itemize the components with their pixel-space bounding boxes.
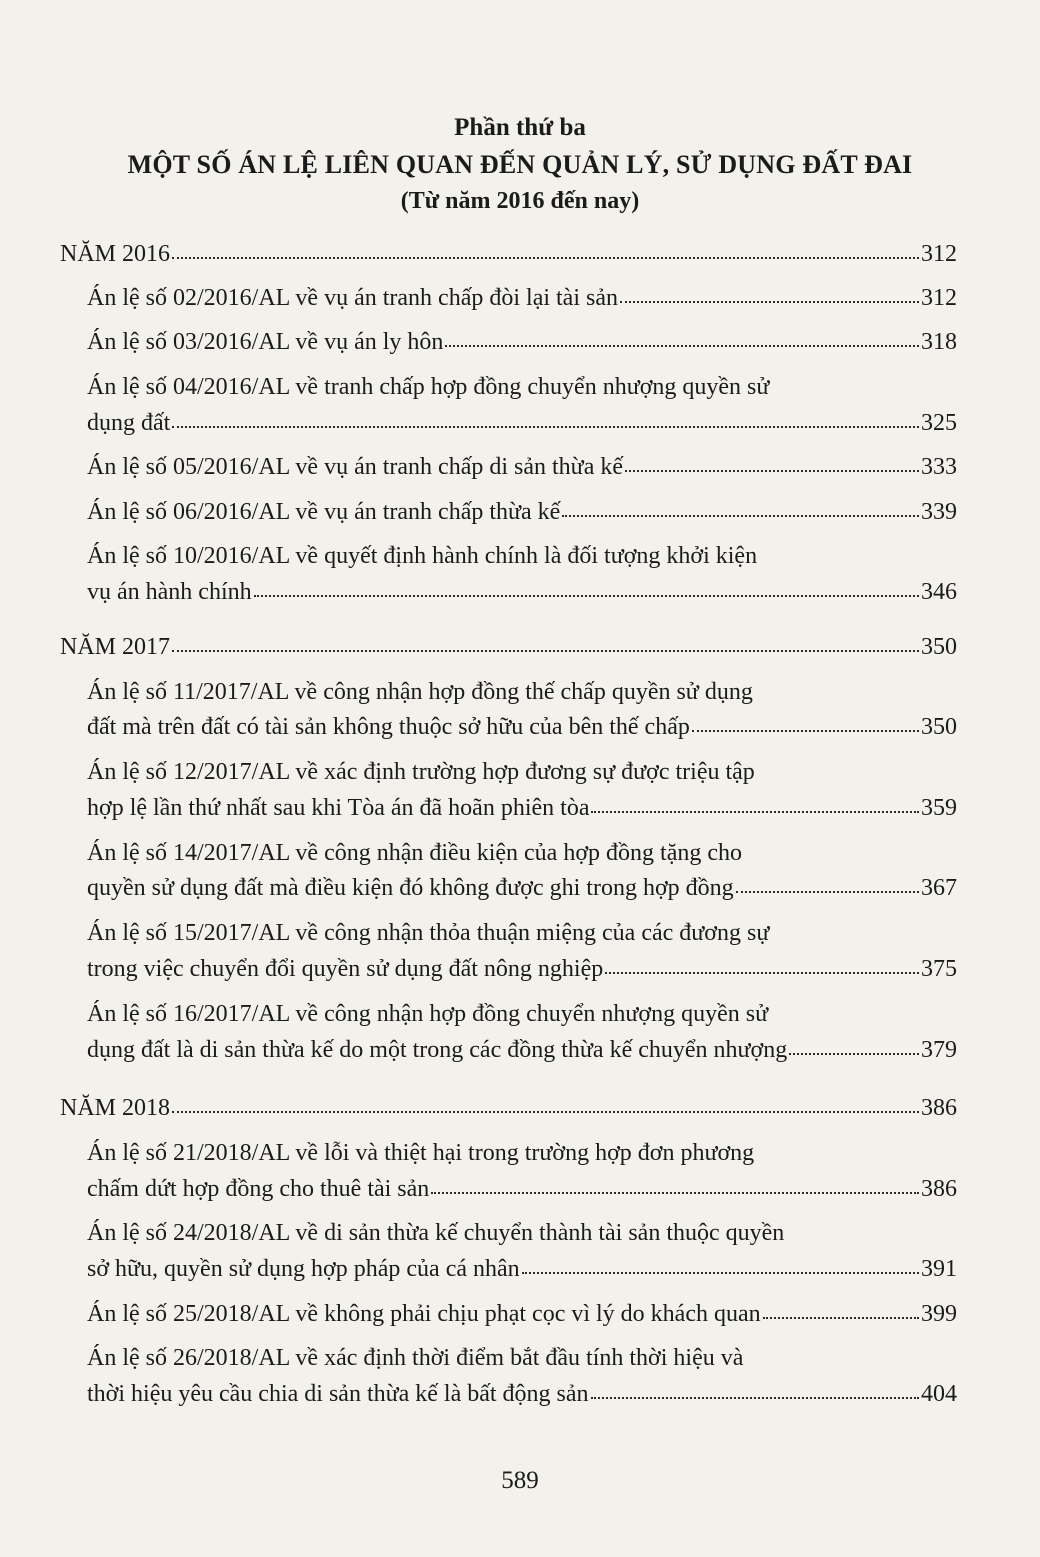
toc-entry-title-line1[interactable]: Án lệ số 04/2016/AL về tranh chấp hợp đồng chuyển nhượng quyền sử — [87, 374, 770, 400]
leader-dots — [254, 581, 919, 597]
leader-dots — [763, 1303, 919, 1319]
toc-page-number: 379 — [921, 1037, 957, 1063]
toc-entry-title-line1[interactable]: Án lệ số 10/2016/AL về quyết định hành chính là đối tượng khởi kiện — [87, 543, 758, 569]
leader-dots — [172, 412, 919, 428]
toc-entry-title-line2: dụng đất là di sản thừa kế do một trong các đồng thừa kế chuyển nhượng — [87, 1037, 788, 1063]
toc-page-number: 375 — [921, 956, 957, 982]
toc-page-number: 391 — [921, 1256, 957, 1282]
leader-dots — [431, 1178, 919, 1194]
leader-dots — [605, 958, 919, 974]
toc-entry-title-line2: trong việc chuyển đổi quyền sử dụng đất nông nghiệp — [87, 956, 604, 982]
toc-entry-title-line1[interactable]: Án lệ số 12/2017/AL về xác định trường hợp đương sự được triệu tập — [87, 759, 755, 785]
toc-page-number: 325 — [921, 410, 957, 436]
toc-entry[interactable] — [87, 875, 957, 907]
toc-page-number: 312 — [921, 241, 957, 267]
toc-entry[interactable] — [87, 714, 957, 746]
toc-entry[interactable] — [87, 579, 957, 611]
toc-entry[interactable] — [87, 795, 957, 827]
toc-entry-title-line2: sở hữu, quyền sử dụng hợp pháp của cá nhân — [87, 1256, 520, 1282]
toc-entry-title-line2: dụng đất — [87, 410, 171, 436]
toc-page-number: 350 — [921, 714, 957, 740]
leader-dots — [562, 501, 919, 517]
toc-page-number: 404 — [921, 1381, 957, 1407]
leader-dots — [591, 797, 919, 813]
section-title: MỘT SỐ ÁN LỆ LIÊN QUAN ĐẾN QUẢN LÝ, SỬ DỤNG ĐẤT ĐAI — [127, 150, 913, 179]
toc-entry-title: Án lệ số 03/2016/AL về vụ án ly hôn — [87, 329, 444, 355]
leader-dots — [445, 331, 919, 347]
toc-year-2018[interactable] — [60, 1095, 957, 1127]
toc-entry[interactable] — [87, 1037, 957, 1069]
toc-entry-title: Án lệ số 25/2018/AL về không phải chịu phạt cọc vì lý do khách quan — [87, 1301, 761, 1327]
leader-dots — [522, 1258, 919, 1274]
toc-entry[interactable] — [87, 1256, 957, 1288]
toc-entry[interactable] — [87, 410, 957, 442]
toc-entry-title-line2: đất mà trên đất có tài sản không thuộc sở hữu của bên thế chấp — [87, 714, 690, 740]
toc-entry[interactable] — [87, 285, 957, 317]
toc-page-number: 386 — [921, 1176, 957, 1202]
toc-page-number: 367 — [921, 875, 957, 901]
part-heading: Phần thứ ba — [454, 114, 586, 141]
toc-entry-title-line1[interactable]: Án lệ số 15/2017/AL về công nhận thỏa thuận miệng của các đương sự — [87, 920, 770, 946]
toc-entry-title: Án lệ số 02/2016/AL về vụ án tranh chấp đòi lại tài sản — [87, 285, 618, 311]
toc-year-label: NĂM 2016 — [60, 241, 171, 267]
leader-dots — [692, 716, 919, 732]
toc-entry-title-line1[interactable]: Án lệ số 16/2017/AL về công nhận hợp đồng chuyển nhượng quyền sử — [87, 1001, 769, 1027]
toc-entry-title-line1[interactable]: Án lệ số 26/2018/AL về xác định thời điểm bắt đầu tính thời hiệu và — [87, 1345, 744, 1371]
toc-entry-title-line1[interactable]: Án lệ số 21/2018/AL về lỗi và thiệt hại trong trường hợp đơn phương — [87, 1140, 755, 1166]
toc-entry-title-line1[interactable]: Án lệ số 11/2017/AL về công nhận hợp đồng thế chấp quyền sử dụng — [87, 679, 753, 705]
toc-year-2016[interactable] — [60, 241, 957, 273]
toc-page-number: 399 — [921, 1301, 957, 1327]
toc-page-number: 333 — [921, 454, 957, 480]
page-number: 589 — [501, 1467, 539, 1494]
toc-year-label: NĂM 2018 — [60, 1095, 171, 1121]
toc-year-label: NĂM 2017 — [60, 634, 171, 660]
toc-year-2017[interactable] — [60, 634, 957, 666]
leader-dots — [172, 636, 919, 652]
toc-page-number: 339 — [921, 499, 957, 525]
toc-entry-title-line2: hợp lệ lần thứ nhất sau khi Tòa án đã hoãn phiên tòa — [87, 795, 590, 821]
section-period: (Từ năm 2016 đến nay) — [400, 188, 640, 214]
toc-page-number: 346 — [921, 579, 957, 605]
toc-entry[interactable] — [87, 1301, 957, 1333]
leader-dots — [172, 243, 919, 259]
toc-entry-title-line1[interactable]: Án lệ số 24/2018/AL về di sản thừa kế chuyển thành tài sản thuộc quyền — [87, 1220, 785, 1246]
toc-entry-title: Án lệ số 06/2016/AL về vụ án tranh chấp thừa kế — [87, 499, 561, 525]
toc-page-number: 312 — [921, 285, 957, 311]
toc-entry[interactable] — [87, 1381, 957, 1413]
toc-entry[interactable] — [87, 1176, 957, 1208]
toc-entry-title-line2: quyền sử dụng đất mà điều kiện đó không được ghi trong hợp đồng — [87, 875, 734, 901]
toc-entry-title-line2: vụ án hành chính — [87, 579, 252, 605]
toc-page-number: 318 — [921, 329, 957, 355]
toc-entry[interactable] — [87, 454, 957, 486]
leader-dots — [789, 1039, 919, 1055]
leader-dots — [736, 877, 919, 893]
toc-entry-title-line2: thời hiệu yêu cầu chia di sản thừa kế là bất động sản — [87, 1381, 589, 1407]
toc-page-number: 386 — [921, 1095, 957, 1121]
leader-dots — [172, 1097, 919, 1113]
toc-entry[interactable] — [87, 499, 957, 531]
toc-entry-title-line1[interactable]: Án lệ số 14/2017/AL về công nhận điều kiện của hợp đồng tặng cho — [87, 840, 742, 866]
toc-entry[interactable] — [87, 329, 957, 361]
toc-entry-title-line2: chấm dứt hợp đồng cho thuê tài sản — [87, 1176, 430, 1202]
leader-dots — [591, 1383, 919, 1399]
toc-entry-title: Án lệ số 05/2016/AL về vụ án tranh chấp di sản thừa kế — [87, 454, 623, 480]
leader-dots — [620, 287, 919, 303]
toc-entry[interactable] — [87, 956, 957, 988]
toc-page-number: 350 — [921, 634, 957, 660]
toc-page-number: 359 — [921, 795, 957, 821]
leader-dots — [625, 456, 919, 472]
